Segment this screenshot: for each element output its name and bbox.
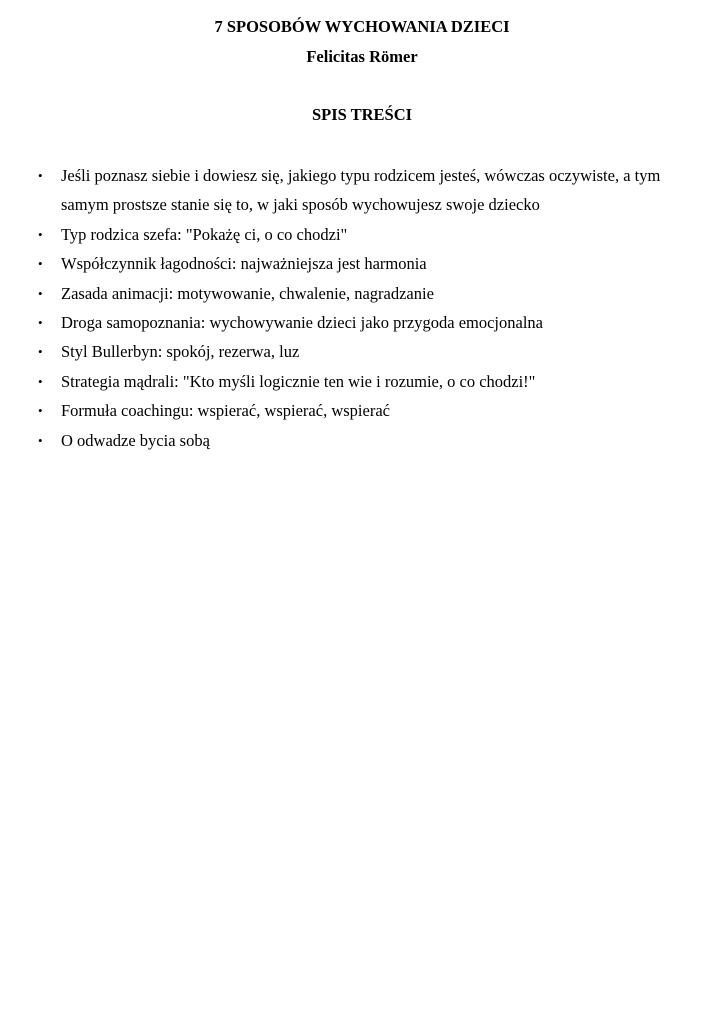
toc-item bbox=[38, 161, 688, 220]
bullet-icon: • bbox=[38, 256, 43, 272]
toc-item bbox=[38, 396, 688, 425]
toc-item-text: Droga samopoznania: wychowywanie dzieci jako przygoda emocjonalna bbox=[61, 313, 543, 333]
toc-item-text: Styl Bullerbyn: spokój, rezerwa, luz bbox=[61, 342, 300, 362]
bullet-icon: • bbox=[38, 373, 43, 389]
bullet-icon: • bbox=[38, 226, 43, 242]
toc-item bbox=[38, 426, 688, 455]
toc-list bbox=[38, 161, 688, 455]
toc-item bbox=[38, 337, 688, 366]
bullet-icon: • bbox=[38, 285, 43, 301]
toc-item bbox=[38, 249, 688, 278]
toc-item-text: Zasada animacji: motywowanie, chwalenie, nagradzanie bbox=[61, 283, 434, 303]
bullet-icon: • bbox=[38, 168, 43, 183]
author-name: Felicitas Römer bbox=[306, 47, 418, 66]
toc-item-text: Typ rodzica szefa: "Pokażę ci, o co chodzi" bbox=[61, 224, 348, 244]
toc-item-text: O odwadze bycia sobą bbox=[61, 430, 210, 450]
toc-item bbox=[38, 279, 688, 308]
bullet-icon: • bbox=[38, 432, 43, 448]
toc-item bbox=[38, 308, 688, 337]
bullet-icon: • bbox=[38, 403, 43, 419]
book-title: 7 SPOSOBÓW WYCHOWANIA DZIECI bbox=[214, 17, 510, 36]
toc-item-text: Strategia mądrali: "Kto myśli logicznie ten wie i rozumie, o co chodzi!" bbox=[61, 371, 536, 391]
toc-item bbox=[38, 220, 688, 249]
toc-item-text: Formuła coachingu: wspierać, wspierać, wspierać bbox=[61, 401, 390, 421]
bullet-icon: • bbox=[38, 344, 43, 360]
toc-item-text: Jeśli poznasz siebie i dowiesz się, jakiego typu rodzicem jesteś, wówczas oczywiste, a tym samym prostsze stanie się to, w jaki sposób wychowujesz swoje dziecko bbox=[61, 166, 661, 215]
toc-item bbox=[38, 367, 688, 396]
toc-heading: SPIS TREŚCI bbox=[311, 105, 413, 124]
toc-item-text: Współczynnik łagodności: najważniejsza jest harmonia bbox=[61, 254, 427, 274]
bullet-icon: • bbox=[38, 315, 43, 331]
